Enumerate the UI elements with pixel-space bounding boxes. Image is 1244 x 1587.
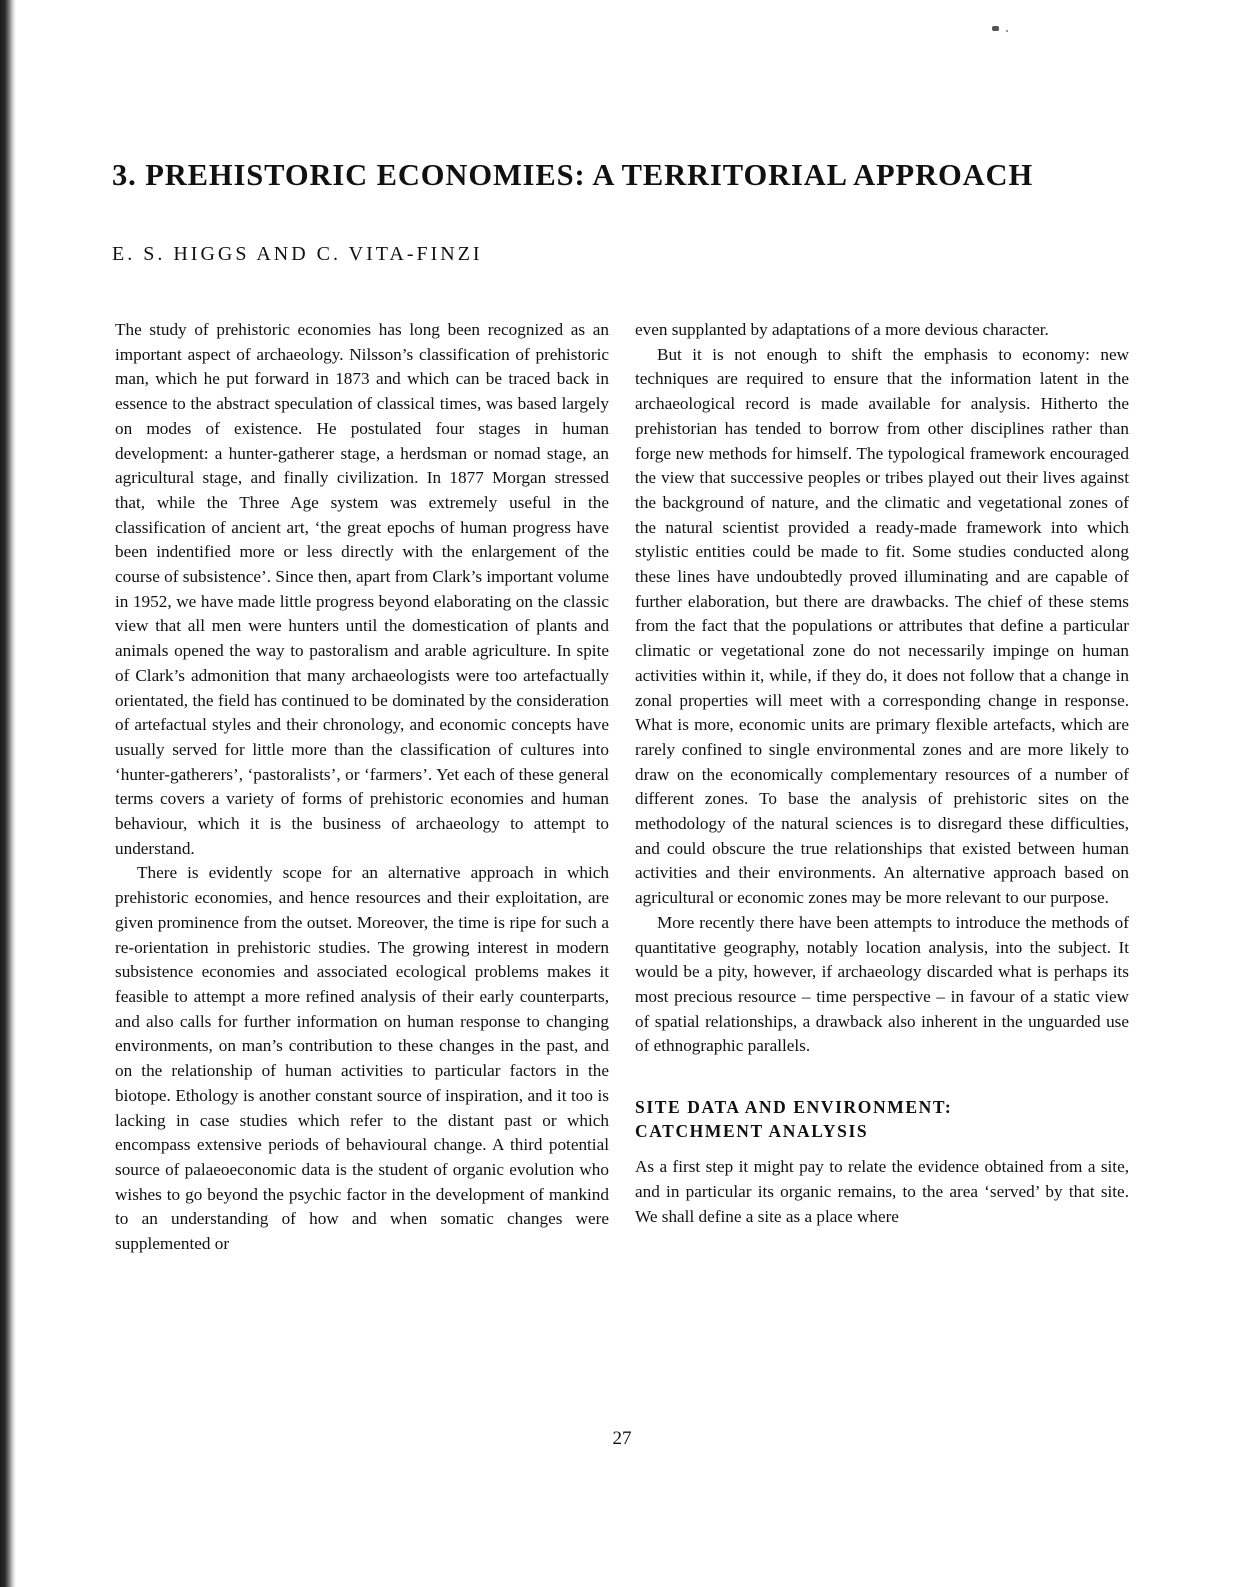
body-paragraph: As a first step it might pay to relate the evidence obtained from a site, and in particular its organic remains, to the area ‘served’ by that site. We shall define a site as a place where (635, 1157, 1129, 1226)
chapter-authors: E. S. HIGGS AND C. VITA-FINZI (112, 243, 483, 265)
left-column (115, 318, 609, 1257)
right-column (635, 318, 1129, 1229)
body-paragraph: The study of prehistoric economies has long been recognized as an important aspect of archaeology. Nilsson’s classification of prehistoric man, which he put forward in 1873 and which can be traced back in essence to the abstract speculation of classical times, was based largely on modes of existence. He postulated four stages in human development: a hunter-gatherer stage, a herdsman or nomad stage, an agricultural stage, and finally civilization. In 1877 Morgan stressed that, while the Three Age system was extremely useful in the classification of ancient art, ‘the great epochs of human progress have been indentified more or less directly with the enlargement of the course of subsistence’. Since then, apart from Clark’s important volume in 1952, we have made little progress beyond elaborating on the classic view that all men were hunters until the domestication of plants and animals opened the way to pastoralism and arable agriculture. In spite of Clark’s admonition that many archaeologists were too artefactually orientated, the field has continued to be dominated by the consideration of artefactual styles and their chronology, and economic concepts have usually served for little more than the classification of cultures into ‘hunter-gatherers’, ‘pastoralists’, or ‘farmers’. Yet each of these general terms covers a variety of forms of prehistoric economies and human behaviour, which it is the business of archaeology to attempt to understand. (115, 320, 610, 858)
scan-edge-shadow (0, 0, 16, 1587)
chapter-title: 3. PREHISTORIC ECONOMIES: A TERRITORIAL APPROACH (112, 158, 1034, 192)
body-paragraph: More recently there have been attempts to introduce the methods of quantitative geography, notably location analysis, into the subject. It would be a pity, however, if archaeology discarded what is perhaps its most precious resource – time perspective – in favour of a static view of spatial relationships, a drawback also inherent in the unguarded use of ethnographic parallels. (635, 912, 1129, 1056)
body-paragraph: There is evidently scope for an alternative approach in which prehistoric economies, and hence resources and their exploitation, are given prominence from the outset. Moreover, the time is ripe for such a re-orientation in prehistoric studies. The growing interest in modern subsistence economies and associated ecological problems makes it feasible to attempt a more refined analysis of their early counterparts, and also calls for further information on human response to changing environments, on man’s contribution to these changes in the past, and on the relationship of human activities to particular factors in the biotope. Ethology is another constant source of inspiration, and it too is lacking in case studies which refer to the distant past or which encompass extensive periods of behavioural change. A third potential source of palaeoeconomic data is the student of organic evolution who wishes to go beyond the psychic factor in the development of mankind to an understanding of how and when somatic changes were supplemented or (115, 863, 609, 1254)
scan-speck (1006, 30, 1008, 32)
body-paragraph: even supplanted by adaptations of a more devious character. (635, 320, 1049, 339)
section-heading-line: CATCHMENT ANALYSIS (635, 1121, 869, 1142)
section-heading (635, 1095, 1129, 1143)
page-number: 27 (612, 1428, 632, 1449)
body-paragraph: But it is not enough to shift the emphasis to economy: new techniques are required to ensure that the information latent in the archaeological record is made available for analysis. Hitherto the prehistorian has tended to borrow from other disciplines rather than forge new methods for himself. The typological framework encouraged the view that successive peoples or tribes played out their lives against the background of nature, and the climatic and vegetational zones of the natural scientist provided a ready-made framework into which stylistic entities could be made to fit. Some studies conducted along these lines have undoubtedly proved illuminating and are capable of further elaboration, but there are drawbacks. The chief of these stems from the fact that the populations or attributes that define a particular climatic or vegetational zone do not necessarily impinge on human activities within it, while, if they do, it does not follow that a change in zonal properties will meet with a corresponding change in response. What is more, economic units are primary flexible artefacts, which are rarely confined to single environmental zones and are more likely to draw on the economically complementary resources of a number of different zones. To base the analysis of prehistoric sites on the methodology of the natural sciences is to disregard these difficulties, and could obscure the true relationships that existed between human activities and their environments. An alternative approach based on agricultural or economic zones may be more relevant to our purpose. (635, 344, 1129, 908)
scan-speck (992, 26, 999, 31)
section-heading-line: SITE DATA AND ENVIRONMENT: (635, 1097, 953, 1118)
